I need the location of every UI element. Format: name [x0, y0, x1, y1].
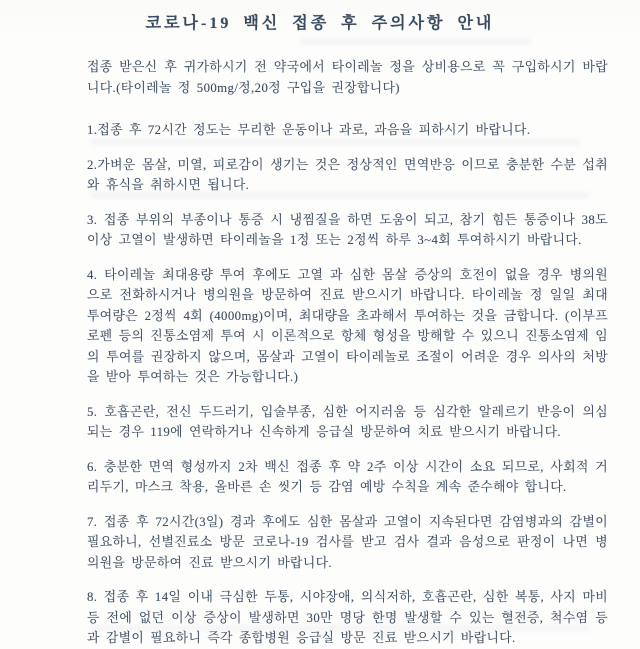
notice-item-8: 8. 접종 후 14일 이내 극심한 두통, 시야장애, 의식저하, 호흡곤란, 심한 복통, 사지 마비 등 전에 없던 이상 증상이 발생하면 30만 명당 한명 발생할 수 있는 혈전증, 척수염 등 과 감별이 필요하니 즉각 종합병원 응급실 방문 진료 받으시기 바랍니다.: [87, 590, 608, 645]
notice-item-3: 3. 접종 부위의 부종이나 통증 시 냉찜질을 하면 도움이 되고, 참기 힘든 통증이나 38도 이상 고열이 발생하면 타이레놀을 1정 또는 2정씩 하루 3~4회 투여하시기 바랍니다.: [87, 212, 608, 247]
notice-item-5: 5. 호흡곤란, 전신 두드러기, 입술부종, 심한 어지러움 등 심각한 알레르기 반응이 의심되는 경우 119에 연락하거나 신속하게 응급실 방문하여 치료 받으시기 바랍니다.: [87, 404, 608, 439]
document-title: 코로나-19 백신 접종 후 주의사항 안내: [145, 15, 495, 32]
document-body: [87, 57, 608, 649]
notice-item-4: 4. 타이레놀 최대용량 투여 후에도 고열 과 심한 몸살 증상의 호전이 없을 경우 병의원으로 전화하시거나 병의원을 방문하여 진료 받으시기 바랍니다. 타이레놀 정 일일 최대 투여량은 2정씩 4회 (4000mg)이며, 최대량을 초과해서 투여하는 것을 금합니다. (이부프로펜 등의 진통소염제 투여 시 이론적으로 항체 형성을 방해할 수 있으니 진통소염제 임의 투여를 권장하지 않으며, 몸살과 고열이 타이레놀로 조절이 어려운 경우 의사의 처방을 받아 투여하는 것은 가능합니다.): [87, 267, 608, 384]
notice-item-1: 1.접종 후 72시간 정도는 무리한 운동이나 과로, 과음을 피하시기 바랍니다.: [87, 123, 531, 137]
notice-item-2: 2.가벼운 몸살, 미열, 피로감이 생기는 것은 정상적인 면역반응 이므로 충분한 수분 섭취와 휴식을 취하시면 됩니다.: [87, 157, 608, 192]
notice-item-6: 6. 충분한 면역 형성까지 2차 백신 접종 후 약 2주 이상 시간이 소요 되므로, 사회적 거리두기, 마스크 착용, 올바른 손 씻기 등 감염 예방 수칙을 계속 준수해야 합니다.: [87, 459, 608, 494]
scan-artifact: [300, 38, 530, 45]
notice-item-7: 7. 접종 후 72시간(3일) 경과 후에도 심한 몸살과 고열이 지속된다면 감염병과의 감별이 필요하니, 선별진료소 방문 코로나-19 검사를 받고 검사 결과 음성으로 판정이 나면 병의원을 방문하여 진료 받으시기 바랍니다.: [87, 514, 608, 570]
intro-paragraph: 접종 받은신 후 귀가하시기 전 약국에서 타이레놀 정을 상비용으로 꼭 구입하시기 바랍니다.(타이레놀 정 500mg/정,20정 구입을 권장합니다): [87, 60, 608, 95]
